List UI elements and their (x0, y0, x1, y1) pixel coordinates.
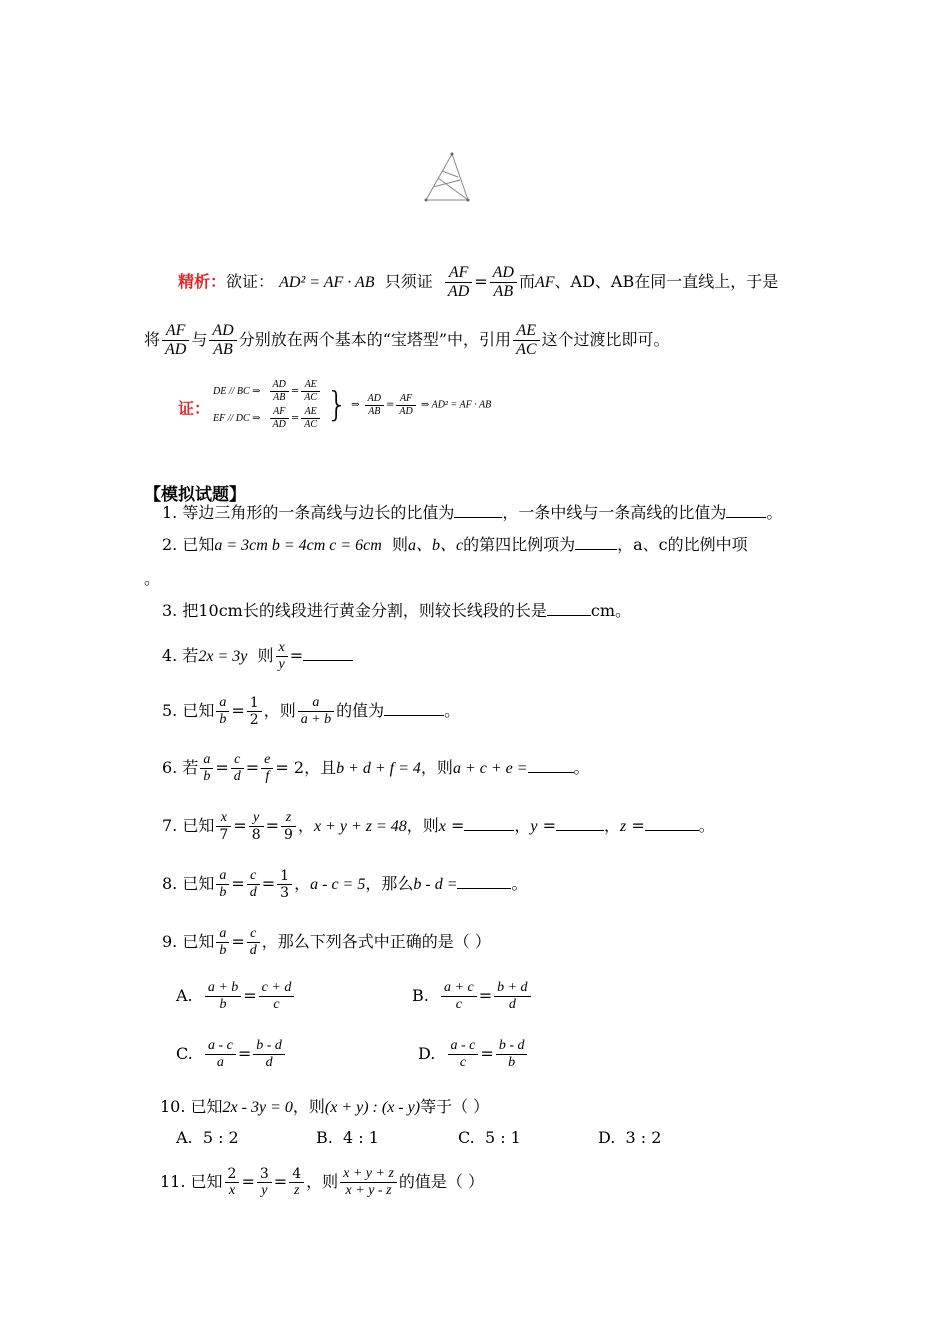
only-need: 只须证 (384, 272, 433, 291)
proof-block: DE // BC ⇒ $\frac{AD}{AB}$ = $\frac{AE}{AC}$ EF // DC ⇒ $\frac{AF}{AD}$ = $\frac{AE}{AC}$ } ⇒ $\frac{AD}{AB}$ = $\frac{AF}{AD}$ ⇒ AD² = AF · AB (213, 379, 492, 430)
section-title: 【模拟试题】 (144, 485, 246, 505)
fraction-af-ad-2: $\frac{AF}{AD}$ (162, 322, 189, 359)
fraction-ae-ac: $\frac{AE}{AC}$ (513, 322, 539, 359)
fraction-af-ad: $\frac{AF}{AD}$ (445, 264, 472, 301)
line2-end: 这个过渡比即可。 (541, 330, 670, 349)
option-9b[interactable]: B. $\frac{a + c}{c}$ = $\frac{b + d}{d}$ (412, 980, 533, 1013)
question-4: 4. 若2x = 3y 则 $\frac{x}{y}$ = (162, 640, 353, 673)
analysis-intro: 欲证： (226, 272, 275, 291)
collinear-text: 、AD、AB在同一直线上，于是 (554, 272, 779, 291)
analysis-line-2 (144, 322, 670, 359)
mid-text: 而 (518, 272, 535, 291)
line2-start: 将 (144, 330, 161, 349)
question-9: 9. 已知 $\frac{a}{b}$ = $\frac{c}{d}$ ，那么下列各式中正确的是（ ） (162, 926, 491, 958)
option-9d[interactable]: D. $\frac{a - c}{c}$ = $\frac{b - d}{b}$ (418, 1038, 529, 1071)
question-1: 1. 等边三角形的一条高线与边长的比值为 ，一条中线与一条高线的比值为 。 (162, 503, 783, 522)
question-10: 10. 已知2x - 3y = 0，则(x + y) : (x - y)等于（ ） (160, 1097, 490, 1116)
question-6: 6. 若 $\frac{a}{b}$ = $\frac{c}{d}$ = $\frac{e}{f}$ = 2，且b + d + f = 4，则a + c + e = 。 (162, 752, 590, 784)
question-3: 3. 把10cm长的线段进行黄金分割，则较长线段的长是 cm。 (162, 601, 631, 620)
question-7: 7. 已知 $\frac{x}{7}$ = $\frac{y}{8}$ = $\frac{z}{9}$ ，x + y + z = 48，则x = ，y = ，z = 。 (162, 810, 715, 843)
proof-final: ⇒ AD² = AF · AB (420, 399, 492, 411)
proof-label: 证： (178, 399, 211, 418)
question-11: 11. 已知 $\frac{2}{x}$ = $\frac{3}{y}$ = $\frac{4}{z}$ ，则 $\frac{x + y + z}{x + y - z}$ 的值是（ ） (160, 1166, 485, 1198)
and-text: 与 (191, 330, 208, 349)
option-10c[interactable]: C. 5 : 1 (458, 1128, 521, 1147)
option-10a[interactable]: A. 5 : 2 (176, 1128, 239, 1147)
fraction-ad-ab: $\frac{AD}{AB}$ (490, 264, 517, 301)
option-10d[interactable]: D. 3 : 2 (598, 1128, 662, 1147)
analysis-line-1: 精析：欲证： AD² = AF · AB 只须证 $\frac{AF}{AD}$ = $\frac{AD}{AB}$ 而AF、AD、AB在同一直线上，于是 (178, 264, 779, 300)
triangle-figure (420, 152, 472, 204)
question-5: 5. 已知 $\frac{a}{b}$ = $\frac{1}{2}$ ，则 $\frac{a}{a + b}$ 的值为 。 (162, 695, 461, 728)
line2-mid: 分别放在两个基本的“宝塔型”中，引用 (238, 330, 512, 349)
option-9a[interactable]: A. $\frac{a + b}{b}$ = $\frac{c + d}{c}$ (176, 980, 296, 1013)
option-10b[interactable]: B. 4 : 1 (316, 1128, 379, 1147)
option-9c[interactable]: C. $\frac{a - c}{a}$ = $\frac{b - d}{d}$ (176, 1038, 287, 1071)
analysis-expr: AD² = AF · AB (279, 274, 375, 291)
brace-icon: } (326, 385, 348, 425)
fraction-ad-ab-2: $\frac{AD}{AB}$ (209, 322, 236, 359)
question-2: 2. 已知a = 3cm b = 4cm c = 6cm 则a、b、c的第四比例项为 ，a、c的比例中项 (162, 535, 748, 554)
proof-system: DE // BC ⇒ $\frac{AD}{AB}$ = $\frac{AE}{AC}$ EF // DC ⇒ $\frac{AF}{AD}$ = $\frac{AE}{AC}$ (212, 378, 323, 432)
analysis-label: 精析： (178, 272, 227, 291)
question-2-wrap: 。 (144, 569, 161, 588)
question-8: 8. 已知 $\frac{a}{b}$ = $\frac{c}{d}$ = $\frac{1}{3}$ ，a - c = 5，那么b - d = 。 (162, 868, 528, 901)
